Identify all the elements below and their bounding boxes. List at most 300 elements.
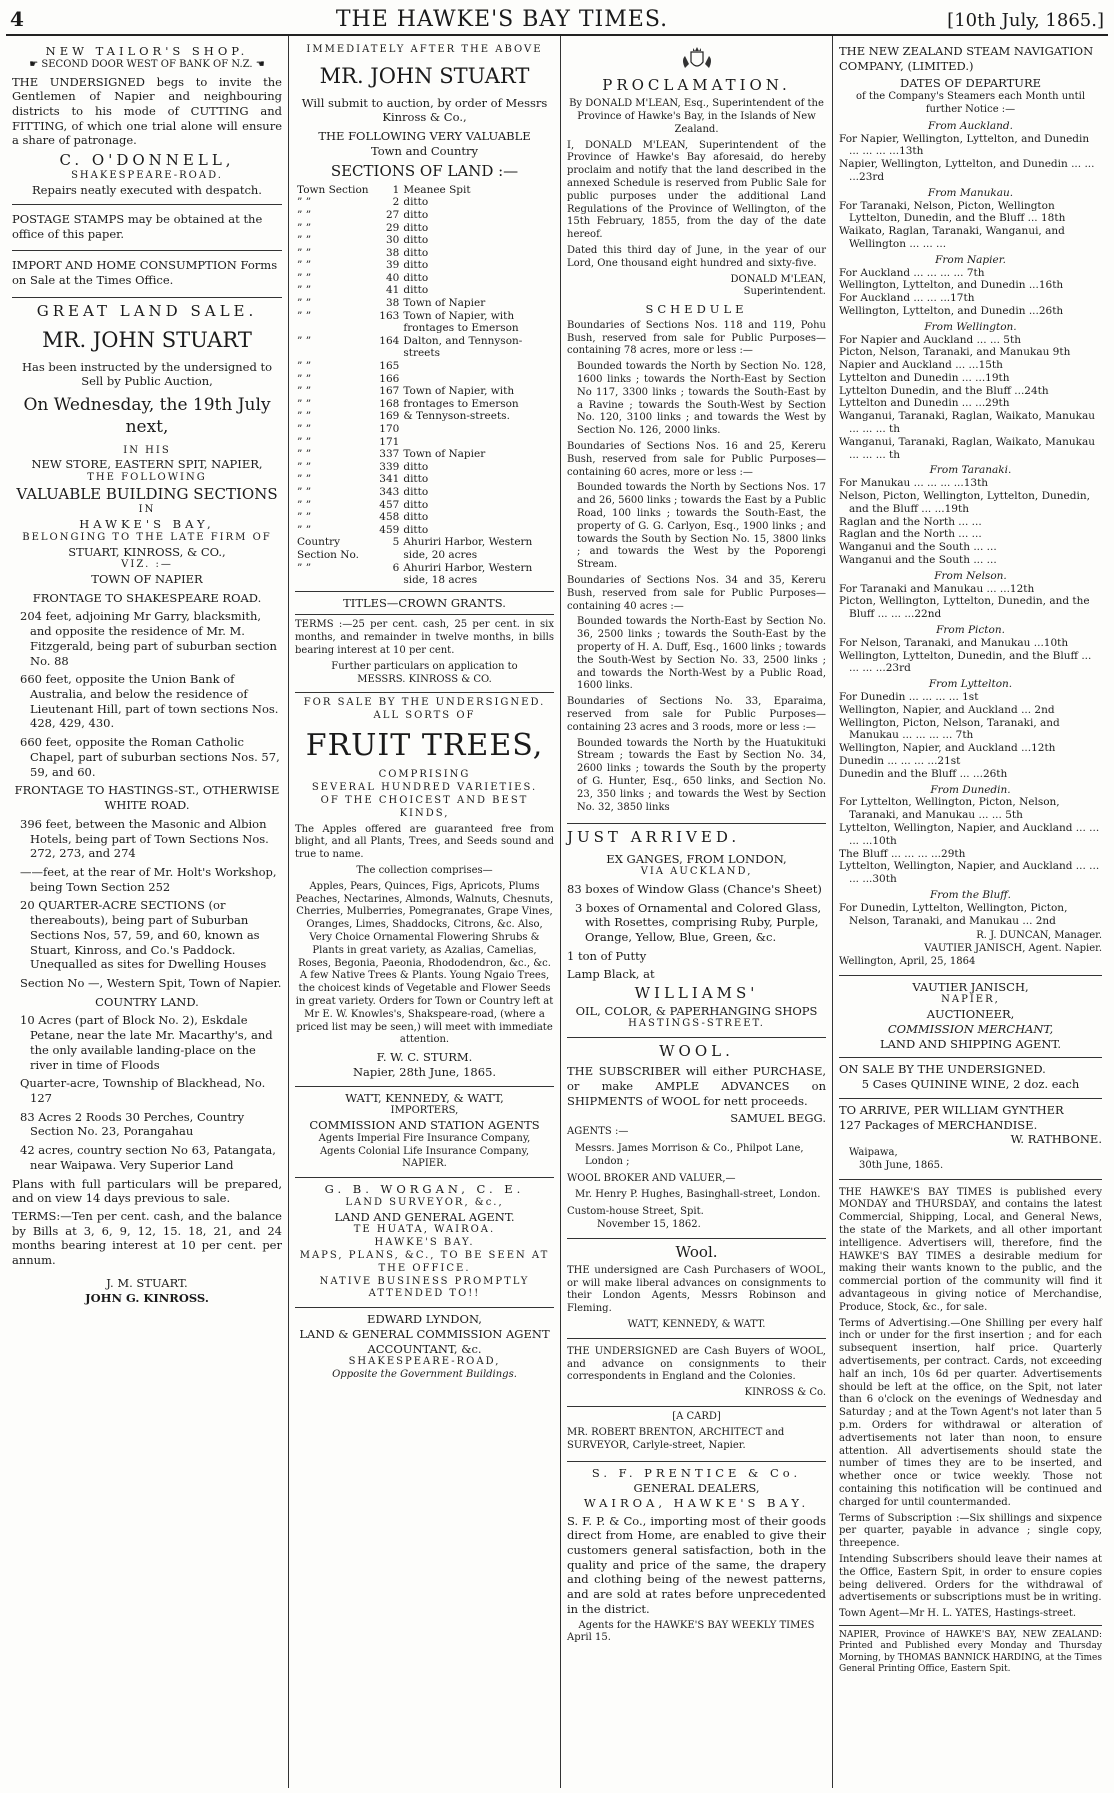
gynther-place: Waipawa, [849, 1147, 898, 1159]
times-notice [839, 1180, 1102, 1685]
section-town-cell: ” ” [297, 498, 312, 511]
schedule-item: Bounded towards the North by the Huatukituki Stream ; towards the East by Section No. 34, 2600 links ; towards the South by the property of G. Hunter, Esq., 650 links, and Section No. 23, 350 links ; and towards the West by Section No. 32, 3850 links [577, 737, 826, 813]
route-line: The Bluff ... ... ... ...29th [839, 847, 966, 860]
route-line: Picton, Nelson, Taranaki, and Manukau 9th [839, 346, 1071, 359]
fruit-comprising: COMPRISING [378, 769, 471, 781]
route-line: Dunedin and the Bluff ... ...26th [839, 767, 1008, 780]
times-imprint: NAPIER, Province of HAWKE'S BAY, NEW ZEALAND: Printed and Published every Monday and Thursday Morning, by THOMAS BANNICK HARDING, at the Times General Printing Office, Eastern Spit. [839, 1629, 1102, 1675]
route-heading: From the Bluff. [929, 888, 1012, 901]
section-town-cell: ” ” [297, 372, 312, 385]
land-sale-plans: Plans with full particulars will be prepared, and on view 14 days previous to sale. [12, 1176, 282, 1206]
wool-begg-ad [567, 1038, 826, 1239]
route-line: For Nelson, Taranaki, and Manukau ...10th [839, 636, 1069, 649]
section-desc-cell: ditto [403, 460, 429, 473]
column-1 [6, 36, 289, 1788]
lot-1-2: 660 feet, opposite the Union Bank of Australia, and below the residence of Lieutenant Hill, part of town sections Nos. 428, 429, 430. [20, 672, 279, 731]
section-no-cell: 1 [392, 183, 400, 196]
auction-terms: TERMS :—25 per cent. cash, 25 per cent. in six months, and remainder in twelve months, in bills bearing interest at 10 per cent. [295, 619, 554, 657]
land-sale-when: On Wednesday, the 19th July next, [23, 395, 271, 437]
route-line: Lyttelton Dunedin, and the Bluff ...24th [839, 384, 1049, 397]
prentice-l2: WAIROA, HAWKE'S BAY. [583, 1495, 810, 1510]
route-line: Lyttelton, Wellington, Napier, and Auckland ... ... ... ...10th [839, 821, 1100, 847]
watt-l3: Agents Imperial Fire Insurance Company, [318, 1132, 531, 1144]
land-sale-place: HAWKE'S BAY, [79, 516, 215, 531]
just-arrived-l3: 1 ton of Putty [567, 948, 647, 963]
section-desc-cell: ditto [403, 511, 429, 524]
steam-sub: of the Company's Steamers each Month until further Notice :— [855, 91, 1086, 115]
times-p5: Town Agent—Mr H. L. YATES, Hastings-street. [839, 1608, 1077, 1620]
section-row [295, 473, 554, 486]
route-line: For Auckland ... ... ... ... 7th [839, 266, 985, 279]
section-desc-cell: Town of Napier, with [403, 385, 515, 398]
wool-begg-agents: AGENTS :— [567, 1126, 629, 1138]
section-town-cell: ” ” [297, 448, 312, 461]
section-no-cell: 38 [385, 297, 400, 310]
section-row [295, 184, 554, 197]
prentice-ad [567, 1462, 826, 1651]
section-desc-cell [401, 436, 554, 449]
land-sale-following: THE FOLLOWING [87, 472, 207, 484]
schedule-item: Boundaries of Sections Nos. 118 and 119, Pohu Bush, reserved from sale for Public Purposes—containing 78 acres, more or less :— [567, 319, 826, 357]
section-desc-cell [401, 373, 554, 386]
steam-mgr: R. J. DUNCAN, Manager. [976, 930, 1102, 942]
section-desc-cell [401, 423, 554, 436]
worgan-l6: NATIVE BUSINESS PROMPTLY ATTENDED TO!! [319, 1275, 530, 1300]
lot-2-1: 396 feet, between the Masonic and Albion Hotels, being part of Town Sections Nos. 272, 273, and 274 [20, 816, 269, 861]
section-town-cell: ” ” [297, 473, 312, 486]
section-no-cell: 6 [392, 561, 400, 574]
section-desc-cell: ditto [403, 221, 429, 234]
section-town-cell: ” ” [297, 246, 312, 259]
section-row [295, 284, 554, 297]
route-line: Wellington, Lyttelton, Dunedin, and the Bluff ... ... ... ...23rd [839, 649, 1092, 675]
route-line: Wellington, Napier, and Auckland ... 2nd [839, 703, 1055, 716]
route-line: Lyttelton, Wellington, Napier, and Auckland ... ... ... ...30th [839, 860, 1100, 886]
lot-1-3: 660 feet, opposite the Roman Catholic Chapel, part of suburban sections Nos. 57, 59, and 60. [20, 735, 280, 779]
section-no-cell: 458 [379, 511, 400, 524]
column-3 [561, 36, 833, 1788]
section-row [295, 410, 554, 423]
route-line: Wellington, Napier, and Auckland ...12th [839, 742, 1056, 755]
fruit-several: SEVERAL HUNDRED VARIETIES. [311, 782, 538, 794]
schedule-item: Boundaries of Sections No. 33, Eparaima, reserved from sale for Public Purposes—containing 23 acres and 3 roods, more or less :— [567, 696, 826, 733]
lot-3-2: Quarter-acre, Township of Blackhead, No. 127 [20, 1076, 266, 1106]
section-no-cell: 39 [385, 259, 400, 272]
tailor-sub: ☛ SECOND DOOR WEST OF BANK OF N.Z. ☚ [29, 58, 265, 70]
section-town-cell: ” ” [297, 360, 312, 373]
route-line: Napier and Auckland ... ...15th [839, 359, 1003, 372]
auction-titles: TITLES—CROWN GRANTS. [343, 595, 506, 610]
section-no-cell: 339 [379, 460, 400, 473]
section-town-cell: ” ” [297, 284, 312, 297]
section-row [295, 562, 554, 587]
section-row [295, 511, 554, 524]
land-sale-in-his: IN HIS [123, 444, 171, 456]
section-town-cell: ” ” [297, 208, 312, 221]
section-no-cell: 171 [379, 435, 400, 448]
quinine-body: 5 Cases QUININE WINE, 2 doz. each [861, 1077, 1080, 1092]
lot-3-1: 10 Acres (part of Block No. 2), Eskdale Petane, near the late Mr. Macarthy's, and the only available landing-place on the river in time of Floods [20, 1013, 273, 1072]
section-row [295, 222, 554, 235]
route-heading: From Nelson. [934, 569, 1007, 582]
route-line: Wellington, Picton, Nelson, Taranaki, and Manukau ... ... ... ... 7th [839, 716, 1060, 742]
just-arrived-shop: OIL, COLOR, & PAPERHANGING SHOPS [575, 1003, 818, 1018]
section-desc-cell: ditto [403, 473, 429, 486]
prentice-l1: GENERAL DEALERS, [633, 1481, 760, 1496]
section-desc-cell: Dalton, and Tennyson-streets [403, 334, 523, 360]
sections-table [295, 184, 554, 587]
route-line: For Dunedin ... ... ... ... 1st [839, 691, 979, 704]
wool-begg-a3: Mr. Henry P. Hughes, Basinghall-street, London. [575, 1189, 821, 1201]
wool-watt-sig: WATT, KENNEDY, & WATT. [627, 1319, 766, 1331]
land-sale-in: IN [138, 504, 156, 516]
section-row [295, 398, 554, 411]
land-sale-where: NEW STORE, EASTERN SPIT, NAPIER, [31, 457, 263, 472]
route-line: Wanganui, Taranaki, Raglan, Waikato, Manukau ... ... ... th [839, 435, 1096, 461]
gynther-heading: TO ARRIVE, PER WILLIAM GYNTHER [839, 1102, 1064, 1117]
schedule-item: Boundaries of Sections Nos. 16 and 25, Kereru Bush, reserved from sale for Public Purposes—containing 60 acres, more or less :— [567, 441, 826, 478]
route-line: For Auckland ... ... ...17th [839, 292, 975, 305]
route-line: Wellington, Lyttelton, and Dunedin ...16th [839, 279, 1064, 292]
wool-begg-a4: Custom-house Street, Spit. [567, 1206, 704, 1218]
schedule-heading: SCHEDULE [645, 302, 748, 317]
route-heading: From Napier. [935, 253, 1006, 266]
worgan-l3: TE HUATA, WAIROA. [353, 1224, 496, 1236]
route-line: Waikato, Raglan, Taranaki, Wanganui, and Wellington ... ... ... [839, 225, 1065, 250]
section-desc-cell: ditto [403, 208, 429, 221]
lyndon-l2: ACCOUNTANT, &c. [367, 1341, 482, 1356]
sections-table-body [295, 184, 554, 587]
royal-arms-icon [677, 46, 717, 74]
land-sale-frontage-1: FRONTAGE TO SHAKESPEARE ROAD. [32, 590, 262, 605]
section-desc-cell: ditto [403, 485, 429, 498]
section-no-cell: 5 [392, 536, 400, 549]
section-row [295, 272, 554, 285]
steam-routes [839, 120, 1102, 928]
land-sale-what: VALUABLE BUILDING SECTIONS [16, 485, 278, 503]
section-row [295, 536, 554, 561]
land-sale-terms: TERMS:—Ten per cent. cash, and the balance by Bills at 3, 6, 9, 12, 15. 18, 21, and 24 months bearing interest at 10 per cent. per annum. [12, 1209, 282, 1268]
fruit-ad [295, 693, 554, 1086]
land-sale-intro: Has been instructed by the undersigned to Sell by Public Auction, [21, 359, 273, 389]
land-sale-viz: VIZ. :— [121, 559, 173, 571]
fruit-name: F. W. C. STURM. [376, 1050, 473, 1065]
schedule-item: Bounded towards the North by Section No. 128, 1600 links ; towards the North-East by Section No 117, 3300 links ; towards the South-East by a Ravine ; towards the South-West by Section No. 120, 3100 links ; and towards the West by Section No. 126, 2000 links. [577, 361, 826, 437]
tailor-ad [12, 40, 282, 205]
watt-l1: IMPORTERS, [390, 1105, 459, 1117]
route-line: Raglan and the North ... ... [839, 515, 982, 528]
fruit-list: Apples, Pears, Quinces, Figs, Apricots, Plums Peaches, Nectarines, Almonds, Walnuts, Chesnuts, Cherries, Mulberries, Pomegranates, Grape Vines, Oranges, Limes, Shaddocks, Citrons, &c. Also, Very Choice Ornamental Flowering Shrubs & Plants in great variety, as Azalias, Camelias, Roses, Begonia, Paeonia, Rhododendron, &c., &c. A few Native Trees & Plants. Young Ngaio Trees, the choicest kinds of Vegetable and Flower Seeds in great variety. Orders for Town or Country left at Mr E. W. Knowles's, Shakspeare-road, (where a priced list may be seen,) will meet with immediate attention. [295, 880, 554, 1046]
land-sale-country: COUNTRY LAND. [95, 994, 199, 1009]
worgan-l5: MAPS, PLANS, &C., TO BE SEEN AT THE OFFICE. [299, 1250, 550, 1274]
route-line: For Taranaki and Manukau ... ...12th [839, 582, 1035, 595]
section-no-cell: 169 [379, 410, 400, 423]
just-arrived-heading: JUST ARRIVED. [567, 828, 741, 847]
section-no-cell: 165 [379, 360, 400, 373]
section-town-cell: ” ” [297, 523, 312, 536]
route-heading: From Dunedin. [930, 783, 1011, 796]
route-line: Napier, Wellington, Lyttelton, and Dunedin ... ... ...23rd [839, 158, 1095, 183]
section-no-cell: 2 [392, 196, 400, 209]
route-line: Nelson, Picton, Wellington, Lyttelton, Dunedin, and the Bluff ... ...19th [839, 490, 1090, 515]
land-sale-heading: GREAT LAND SALE. [36, 301, 258, 320]
section-row [295, 247, 554, 260]
section-desc-cell: Ahuriri Harbor, Western side, 18 acres [403, 561, 533, 587]
section-row [295, 486, 554, 499]
wool-begg-heading: WOOL. [659, 1042, 734, 1061]
lot-3-4: 42 acres, country section No 63, Patangata, near Waipawa. Very Superior Land [20, 1143, 276, 1172]
fruit-guarantee: The Apples offered are guaranteed free from blight, and all Plants, Trees, and Seeds sound and true to name. [295, 823, 554, 861]
prentice-body: S. F. P. & Co., importing most of their goods direct from Home, are enabled to give their customers general satisfaction, both in the quality and price of the same, the drapery and clothing being of the newest patterns, and are sold at rates before unprecedented in the district. [567, 1513, 826, 1616]
issue-date: [10th July, 1865.] [947, 10, 1104, 31]
section-desc-cell: Meanee Spit [403, 183, 471, 196]
gynther-date: 30th June, 1865. [859, 1159, 944, 1171]
schedule-item: Boundaries of Sections Nos. 34 and 35, Kereru Bush, reserved from sale for Public Purposes—containing 40 acres :— [567, 575, 826, 612]
wool-begg-date: November 15, 1862. [597, 1218, 701, 1230]
fruit-collection: The collection comprises— [356, 865, 493, 876]
section-row [295, 373, 554, 386]
worgan-ad [295, 1178, 554, 1308]
route-heading: From Taranaki. [929, 464, 1012, 477]
watt-ad [295, 1087, 554, 1179]
times-p4: Intending Subscribers should leave their names at the Office, Eastern Spit, in order to ensure copies being delivered. Orders for the withdrawal of advertisements or subscriptions must be in writing. [839, 1553, 1102, 1604]
fruit-choicest: OF THE CHOICEST AND BEST KINDS, [320, 795, 529, 819]
section-no-cell: 341 [379, 473, 400, 486]
section-no-cell: 166 [379, 372, 400, 385]
gynther-ad [839, 1099, 1102, 1180]
lot-3-3: 83 Acres 2 Roods 30 Perches, Country Section No. 23, Porangahau [20, 1109, 245, 1139]
column-2 [289, 36, 561, 1788]
section-row [295, 524, 554, 537]
route-line: Wanganui and the South ... ... [839, 554, 997, 567]
wool-watt-heading: Wool. [675, 1242, 718, 1261]
just-arrived-ex: EX GANGES, FROM LONDON, [606, 851, 787, 866]
just-arrived-l2: 3 boxes of Ornamental and Colored Glass, with Rosettes, comprising Ruby, Purple, Orange, Yellow, Blue, Green, &c. [575, 900, 822, 945]
section-desc-cell: Town of Napier, with frontages to Emerson [403, 309, 519, 335]
section-row [295, 209, 554, 222]
section-row [295, 436, 554, 449]
section-desc-cell: frontages to Emerson [403, 397, 519, 410]
watt-l2: COMMISSION AND STATION AGENTS [309, 1118, 540, 1133]
proclamation-by: By DONALD M'LEAN, Esq., Superintendent of the Province of Hawke's Bay, in the Islands of New Zealand. [569, 98, 824, 135]
import-ad [12, 251, 282, 297]
fruit-all: ALL SORTS OF [373, 710, 476, 722]
schedule-list [567, 320, 826, 814]
tailor-body: THE UNDERSIGNED begs to invite the Gentlemen of Napier and neighbouring districts to his mode of CUTTING and FITTING, of which one trial alone will ensure a share of patronage. [12, 74, 282, 148]
prentice-date: April 15. [567, 1632, 611, 1644]
section-row [295, 499, 554, 512]
section-desc-cell: ditto [403, 284, 429, 297]
janisch-ad [839, 976, 1102, 1059]
steam-agent: VAUTIER JANISCH, Agent. Napier. [924, 943, 1102, 955]
gynther-sig: W. RATHBONE. [1010, 1132, 1102, 1147]
land-sale-frontage-2: FRONTAGE TO HASTINGS-ST., OTHERWISE WHITE ROAD. [14, 783, 280, 813]
lot-1-1: 204 feet, adjoining Mr Garry, blacksmith, and opposite the residence of Mr. M. Fitzgerald, being part of suburban section No. 88 [20, 609, 277, 668]
section-desc-cell [401, 360, 554, 373]
steam-ad [839, 40, 1102, 976]
fruit-big: FRUIT TREES, [305, 728, 544, 764]
steam-date: Wellington, April, 25, 1864 [839, 955, 976, 967]
section-desc-cell: Town of Napier [403, 448, 486, 461]
route-line: Dunedin ... ... ... ...21st [839, 755, 961, 767]
tailor-street: SHAKESPEARE-ROAD. [71, 170, 223, 182]
section-town-cell: ” ” [297, 334, 312, 347]
section-town-cell: ” ” [297, 297, 312, 310]
column-4 [833, 36, 1108, 1788]
route-line: Wanganui, Taranaki, Raglan, Waikato, Manukau ... ... ... th [839, 410, 1096, 436]
proclamation-sig: DONALD M'LEAN, [730, 273, 826, 285]
masthead [6, 6, 1108, 36]
section-desc-cell: Town of Napier [403, 297, 486, 310]
proclamation-heading: PROCLAMATION. [602, 76, 791, 94]
quinine-ad [839, 1058, 1102, 1098]
janisch-l1: NAPIER, [941, 994, 1000, 1006]
auction-intro: Will submit to auction, by order of Messrs Kinross & Co., [301, 95, 548, 125]
wool-kinross-ad [567, 1339, 826, 1407]
just-arrived-street: HASTINGS-STREET. [628, 1018, 765, 1030]
route-heading: From Auckland. [928, 119, 1013, 132]
lyndon-name: EDWARD LYNDON, [367, 1312, 482, 1327]
section-row [295, 310, 554, 335]
auction-sections: SECTIONS OF LAND :— [330, 161, 519, 180]
proclamation-dated: Dated this third day of June, in the year of our Lord, One thousand eight hundred and sixty-five. [567, 244, 826, 269]
land-sale-town: TOWN OF NAPIER [91, 572, 203, 587]
janisch-l2: AUCTIONEER, [926, 1007, 1015, 1022]
section-no-cell: 337 [379, 448, 400, 461]
route-line: For Napier and Auckland ... ... 5th [839, 333, 1021, 346]
route-line: For Lyttelton, Wellington, Picton, Nelson, Taranaki, and Manukau ... ... 5th [839, 796, 1060, 822]
times-p3: Terms of Subscription :—Six shillings and sixpence per quarter, payable in advance ; single copy, threepence. [839, 1512, 1102, 1550]
wool-kinross-sig: KINROSS & Co. [744, 1387, 826, 1399]
janisch-l3: COMMISSION MERCHANT, [887, 1021, 1054, 1036]
section-town-cell: ” ” [297, 234, 312, 247]
lot-2-3: 20 QUARTER-ACRE SECTIONS (or thereabouts), being part of Suburban Sections Nos, 57, 59, and 60, known as Stuart, Kinross, and Co.'s Paddock. Unequalled as sites for Dwelling Houses [20, 898, 267, 972]
wool-begg-body: THE SUBSCRIBER will either PURCHASE, or make AMPLE ADVANCES on SHIPMENTS of WOOL for nett proceeds. [567, 1064, 826, 1108]
auction-tc: Town and Country [370, 143, 479, 158]
page-number: 4 [10, 7, 24, 31]
section-town-cell: ” ” [297, 423, 312, 436]
section-town-cell: ” ” [297, 385, 312, 398]
auction-further: Further particulars on application to [331, 660, 518, 672]
lyndon-ad [295, 1308, 554, 1388]
steam-heading: THE NEW ZEALAND STEAM NAVIGATION COMPANY, (LIMITED.) [839, 44, 1094, 73]
land-sale-firm: STUART, KINROSS, & CO., [68, 544, 226, 559]
auction-name: MR. JOHN STUART [319, 63, 530, 88]
auction-heading: IMMEDIATELY AFTER THE ABOVE [306, 44, 543, 55]
section-town-cell: ” ” [297, 435, 312, 448]
lot-2-2: ——feet, at the rear of Mr. Holt's Workshop, being Town Section 252 [20, 864, 277, 894]
worgan-name: G. B. WORGAN, C. E. [324, 1182, 525, 1197]
wool-kinross-body: THE UNDERSIGNED are Cash Buyers of WOOL, and advance on consignments to their correspondents in England and the Colonies. [567, 1345, 826, 1383]
land-sale-belonging: BELONGING TO THE LATE FIRM OF [22, 531, 272, 543]
just-arrived-l1: 83 boxes of Window Glass (Chance's Sheet) [567, 882, 822, 897]
watt-name: WATT, KENNEDY, & WATT, [345, 1090, 504, 1105]
route-line: For Taranaki, Nelson, Picton, Wellington Lyttelton, Dunedin, and the Bluff ... 18th [839, 199, 1066, 225]
section-town-cell: ” ” [297, 196, 312, 209]
wool-begg-sig: SAMUEL BEGG. [730, 1111, 826, 1126]
land-sale-sig-1: J. M. STUART. [106, 1275, 188, 1290]
section-row [295, 196, 554, 209]
section-town-cell: ” ” [297, 221, 312, 234]
section-no-cell: 167 [379, 385, 400, 398]
tailor-name: C. O'DONNELL, [59, 151, 235, 170]
fruit-heading: FOR SALE BY THE UNDERSIGNED. [303, 697, 546, 709]
section-no-cell: 163 [379, 309, 400, 322]
section-town-cell: ” ” [297, 511, 312, 524]
lyndon-l3: SHAKESPEARE-ROAD, [348, 1356, 501, 1368]
section-row [295, 423, 554, 436]
section-no-cell: 168 [379, 397, 400, 410]
route-heading: From Picton. [936, 624, 1005, 637]
section-row [295, 335, 554, 360]
newspaper-title: THE HAWKE'S BAY TIMES. [335, 7, 669, 32]
land-sale-auctioneer: MR. JOHN STUART [42, 327, 252, 352]
brenton-card: [A CARD] [672, 1411, 721, 1423]
section-town-cell: ” ” [297, 460, 312, 473]
quinine-heading: ON SALE BY THE UNDERSIGNED. [839, 1062, 1046, 1077]
prentice-agents: Agents for the HAWKE'S BAY WEEKLY TIMES [578, 1619, 815, 1631]
route-line: Wellington, Lyttelton, and Dunedin ...26th [839, 304, 1064, 317]
watt-l4: Agents Colonial Life Insurance Company, [319, 1145, 530, 1157]
lyndon-l4: Opposite the Government Buildings. [332, 1369, 517, 1381]
section-town-cell: Country Section No. [297, 536, 359, 561]
section-town-cell: ” ” [297, 485, 312, 498]
watt-l5: NAPIER. [402, 1158, 447, 1170]
section-desc-cell: ditto [403, 271, 429, 284]
schedule-item: Bounded towards the North-East by Section No. 36, 2500 links ; towards the South-East by the property of H. A. Duff, Esq., 1600 links ; towards the South-West by Section No. 33, 2500 links ; and towards the North-West by a Public Road, 1600 links. [577, 616, 826, 692]
section-desc-cell: & Tennyson-streets. [403, 410, 510, 423]
section-desc-cell: Ahuriri Harbor, Western side, 20 acres [403, 536, 533, 561]
section-desc-cell: ditto [403, 234, 429, 247]
schedule-item: Bounded towards the North by Sections Nos. 17 and 26, 5600 links ; towards the East by a Public Road, 100 links ; towards the South-East, the property of G. G. Carlyon, Esq., 1900 links ; and towards the South by Section No. 15, 3800 links ; and towards the West by the Poporengi Stream. [577, 482, 826, 571]
columns [6, 36, 1108, 1788]
section-town-cell: Town Section [297, 183, 369, 196]
worgan-l2: LAND AND GENERAL AGENT. [334, 1209, 515, 1224]
brenton-body: MR. ROBERT BRENTON, ARCHITECT and SURVEYOR, Carlyle-street, Napier. [567, 1426, 785, 1451]
section-row [295, 461, 554, 474]
postage-text: POSTAGE STAMPS may be obtained at the office of this paper. [12, 211, 263, 241]
route-line: Raglan and the North ... ... [839, 528, 982, 541]
section-no-cell: 40 [385, 271, 400, 284]
section-town-cell: ” ” [297, 259, 312, 272]
wool-begg-a1: Messrs. James Morrison & Co., Philpot Lane, London ; [575, 1142, 804, 1167]
tailor-heading: NEW TAILOR'S SHOP. [45, 44, 249, 58]
route-line: Picton, Wellington, Lyttelton, Dunedin, and the Bluff ... ... ...22nd [839, 595, 1090, 621]
land-sale-sig-2: JOHN G. KINROSS. [85, 1290, 209, 1305]
auction-following: THE FOLLOWING VERY VALUABLE [318, 129, 531, 144]
section-no-cell: 27 [385, 208, 400, 221]
just-arrived-ad [567, 824, 826, 1038]
section-row [295, 385, 554, 398]
fruit-date: Napier, 28th June, 1865. [352, 1064, 497, 1079]
section-no-cell: 29 [385, 221, 400, 234]
section-desc-cell: ditto [403, 498, 429, 511]
auction-ad [295, 40, 554, 693]
times-p2: Terms of Advertising.—One Shilling per every half inch or under for the first insertion ; and for each subsequent insertion, half price. Quarterly advertisements, per contract. Cards, not exceeding half an inch, 10s 6d per quarter. Advertisements should be left at the office, on the Spit, not later than 6 o'clock on the evenings of Wednesday and Saturday ; and at the Town Agent's not later than 5 p.m. Orders for withdrawal or alteration of advertisements not later than noon, to ensure attention. All advertisements should state the number of times they are to be inserted, and whether once or twice weekly. Those not containing this notification will be continued and charged for until countermanded. [839, 1317, 1102, 1508]
route-heading: From Wellington. [924, 320, 1017, 333]
land-sale-ad [12, 298, 282, 1312]
tailor-foot: Repairs neatly executed with despatch. [32, 183, 262, 198]
section-row [295, 297, 554, 310]
just-arrived-l4: Lamp Black, at [567, 966, 655, 981]
route-line: For Dunedin, Lyttelton, Wellington, Picton, Nelson, Taranaki, and Manukau ... 2nd [839, 901, 1068, 927]
section-no-cell: 164 [379, 334, 400, 347]
section-no-cell: 30 [385, 234, 400, 247]
section-no-cell: 170 [379, 423, 400, 436]
section-desc-cell: ditto [403, 259, 429, 272]
wool-watt-body: THE undersigned are Cash Purchasers of WOOL, or will make liberal advances on consignments to their London Agents, Messrs Robinson and Fleming. [567, 1264, 826, 1315]
times-p1: THE HAWKE'S BAY TIMES is published every MONDAY and THURSDAY, and contains the latest Commercial, Shipping, Local, and General News, the state of the Markets, and all other important intelligence. Advertisers will, therefore, find the HAWKE'S BAY TIMES a desirable medium for making their wants known to the public, and the commercial portion of the community will find it advantageous in giving notice of Merchandise, Produce, Stock, &c., for sale. [839, 1186, 1102, 1313]
